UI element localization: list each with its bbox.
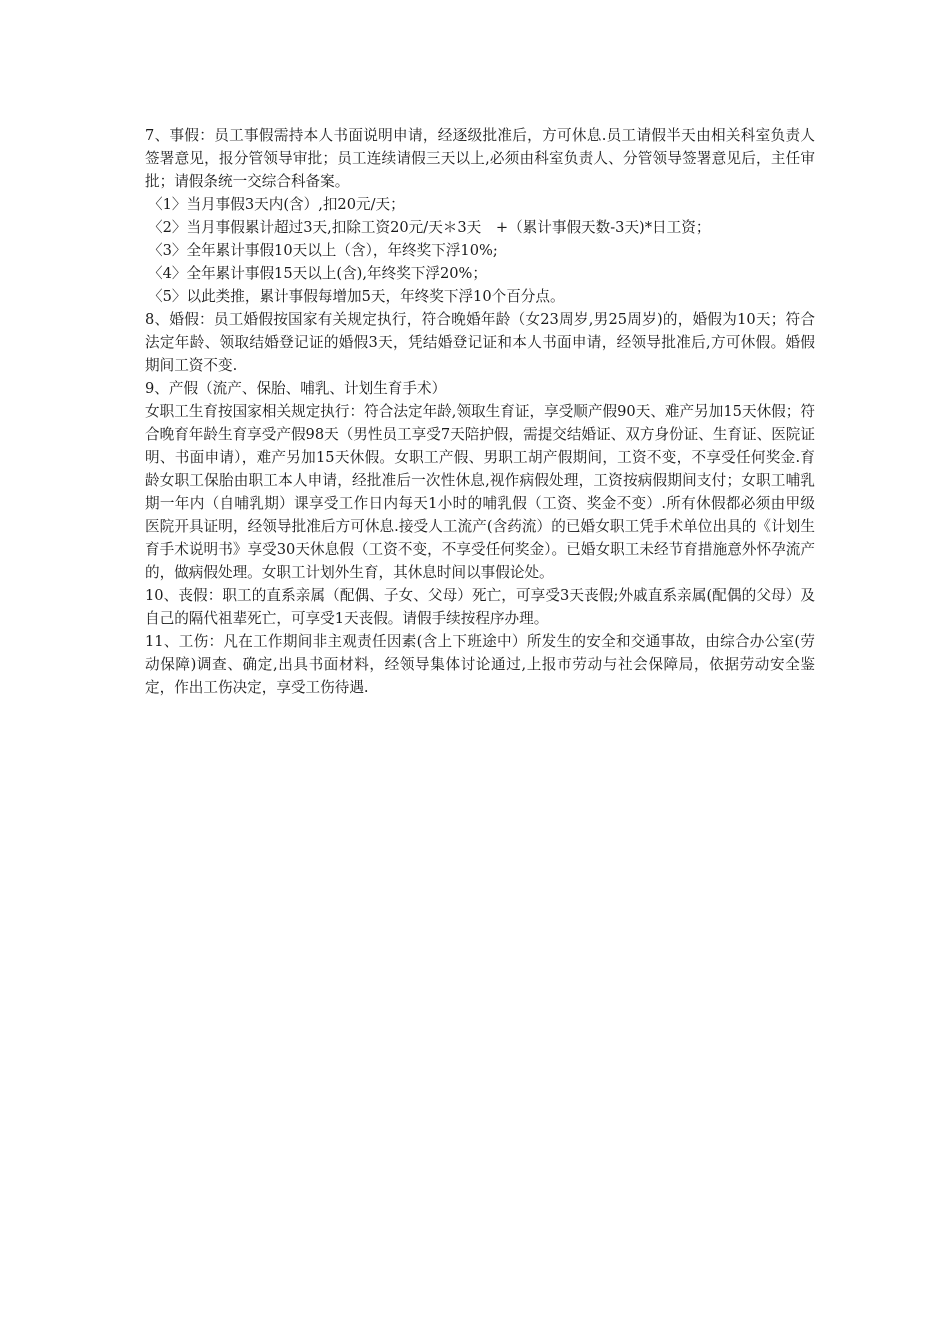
section-9-maternity-leave-body: 女职工生育按国家相关规定执行：符合法定年龄,领取生育证，享受顺产假90天、难产另加15天休假；符合晚育年龄生育享受产假98天（男性员工享受7天陪护假，需提交结婚证、双方身份证、生育证、医院证明、书面申请），难产另加15天休假。女职工产假、男职工胡产假期间，工资不变，不享受任何奖金.育龄女职工保胎由职工本人申请，经批准后一次性休息,视作病假处理，工资按病假期间支付；女职工哺乳期一年内（自哺乳期）课享受工作日内每天1小时的哺乳假（工资、奖金不变）.所有休假都必须由甲级医院开具证明，经领导批准后方可休息.接受人工流产(含药流）的已婚女职工凭手术单位出具的《计划生育手术说明书》享受30天休息假（工资不变，不享受任何奖金）。已婚女职工未经节育措施意外怀孕流产的，做病假处理。女职工计划外生育，其休息时间以事假论处。 — [145, 403, 815, 581]
section-7-rule-5: 〈5〉以此类推，累计事假每增加5天，年终奖下浮10个百分点。 — [148, 288, 565, 305]
section-7-rule-3: 〈3〉全年累计事假10天以上（含），年终奖下浮10%; — [148, 242, 498, 259]
section-11-work-injury: 11、工伤：凡在工作期间非主观责任因素(含上下班途中）所发生的安全和交通事故，由综合办公室(劳动保障)调查、确定,出具书面材料，经领导集体讨论通过,上报市劳动与社会保障局，依据劳动安全鉴定，作出工伤决定，享受工伤待遇. — [145, 633, 815, 696]
section-10-bereavement-leave: 10、丧假：职工的直系亲属（配偶、子女、父母）死亡，可享受3天丧假;外戚直系亲属(配偶的父母）及自己的隔代祖辈死亡，可享受1天丧假。请假手续按程序办理。 — [145, 587, 815, 627]
section-7-rule-2: 〈2〉当月事假累计超过3天,扣除工资20元/天＊3天 +（累计事假天数-3天)*日工资； — [148, 219, 711, 236]
document-body — [145, 124, 815, 699]
section-8-marriage-leave: 8、婚假：员工婚假按国家有关规定执行，符合晚婚年龄（女23周岁,男25周岁)的，婚假为10天；符合法定年龄、领取结婚登记证的婚假3天，凭结婚登记证和本人书面申请，经领导批准后,方可休假。婚假期间工资不变. — [145, 311, 815, 374]
section-7-rule-4: 〈4〉全年累计事假15天以上(含),年终奖下浮20%； — [148, 265, 488, 282]
section-9-maternity-leave-heading: 9、产假（流产、保胎、哺乳、计划生育手术） — [145, 380, 447, 397]
section-7-personal-leave: 7、事假：员工事假需持本人书面说明申请，经逐级批准后，方可休息.员工请假半天由相关科室负责人签署意见，报分管领导审批；员工连续请假三天以上,必须由科室负责人、分管领导签署意见后，主任审批；请假条统一交综合科备案。 — [145, 127, 815, 190]
section-7-rule-1: 〈1〉当月事假3天内(含）,扣20元/天； — [148, 196, 405, 213]
